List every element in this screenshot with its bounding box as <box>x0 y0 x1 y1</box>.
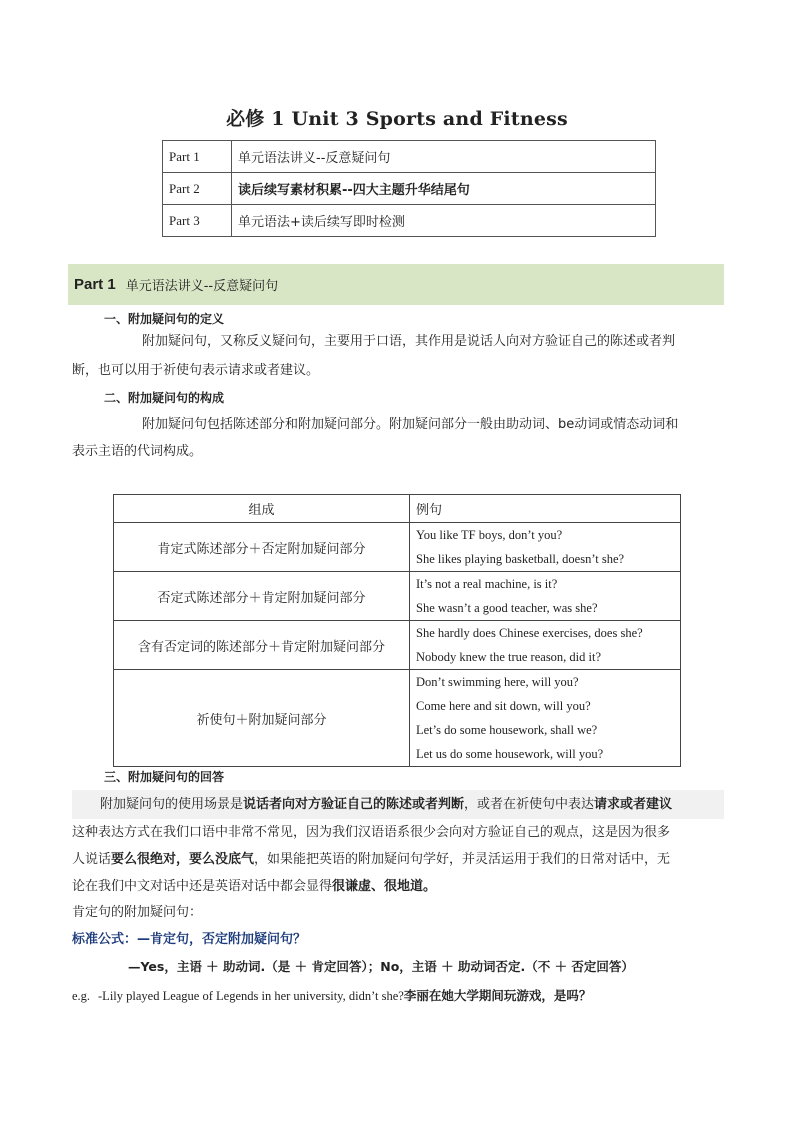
toc-part-label: Part 2 <box>163 173 232 205</box>
composition-cell: 含有否定词的陈述部分＋肯定附加疑问部分 <box>114 621 410 670</box>
example-sentence: Come here and sit down, will you? <box>416 699 591 713</box>
example-line <box>72 981 591 1011</box>
toc-row <box>163 205 656 237</box>
examples-cell <box>410 523 681 572</box>
toc-part-text: 读后续写素材积累--四大主题升华结尾句 <box>232 173 656 205</box>
section-title: 单元语法讲义--反意疑问句 <box>125 279 279 294</box>
example-english: -Lily played League of Legends in her university, didn’t she? <box>98 989 404 1003</box>
examples-cell <box>410 572 681 621</box>
example-sentence: She wasn’t a good teacher, was she? <box>416 601 598 615</box>
answers-text: 论在我们中文对话中还是英语对话中都会显得 <box>72 879 333 894</box>
example-sentence: She hardly does Chinese exercises, does she? <box>416 626 643 640</box>
toc-part-label: Part 1 <box>163 141 232 173</box>
example-sentence: It’s not a real machine, is it? <box>416 577 558 591</box>
structure-table <box>113 494 681 767</box>
example-sentence: Nobody knew the true reason, did it? <box>416 650 602 664</box>
answers-line-4 <box>72 872 436 901</box>
composition-cell: 肯定式陈述部分＋否定附加疑问部分 <box>114 523 410 572</box>
answers-bold-text: 说话者向对方验证自己的陈述或者判断 <box>243 797 465 812</box>
structure-line-1: 附加疑问句包括陈述部分和附加疑问部分。附加疑问部分一般由助动词、be动词或情态动词和 <box>142 417 679 432</box>
answers-bold-text: 很谦虚、很地道。 <box>332 879 437 894</box>
examples-cell <box>410 621 681 670</box>
heading-structure: 二、附加疑问句的构成 <box>104 391 225 405</box>
table-row <box>114 621 681 670</box>
example-sentence: Don’t swimming here, will you? <box>416 675 579 689</box>
answers-text: 人说话 <box>72 852 112 867</box>
answer-formula: —Yes，主语 ＋ 助动词.（是 ＋ 肯定回答）；No，主语 ＋ 助动词否定.（不 ＋ 否定回答） <box>128 959 634 974</box>
heading-answers: 三、附加疑问句的回答 <box>104 770 225 784</box>
composition-cell: 否定式陈述部分＋肯定附加疑问部分 <box>114 572 410 621</box>
answers-bold-text: 请求或者建议 <box>594 797 673 812</box>
answers-line-3 <box>72 845 670 874</box>
standard-formula: 标准公式：—肯定句，否定附加疑问句？ <box>72 932 307 947</box>
toc-row <box>163 173 656 205</box>
definition-line-1: 附加疑问句，又称反义疑问句，主要用于口语，其作用是说话人向对方验证自己的陈述或者判 <box>142 334 676 349</box>
header-examples: 例句 <box>410 495 681 523</box>
toc-part-text: 单元语法+读后续写即时检测 <box>232 205 656 237</box>
structure-line-2: 表示主语的代词构成。 <box>72 444 203 459</box>
affirmative-heading: 肯定句的附加疑问句： <box>72 905 203 920</box>
definition-line-2: 断，也可以用于祈使句表示请求或者建议。 <box>72 363 320 378</box>
answers-line-1 <box>72 790 724 819</box>
example-sentence: Let’s do some housework, shall we? <box>416 723 598 737</box>
table-header-row <box>114 495 681 523</box>
section-label: Part 1 <box>74 276 116 293</box>
section-header <box>68 264 724 305</box>
example-sentence: Let us do some housework, will you? <box>416 747 604 761</box>
table-row <box>114 523 681 572</box>
table-row <box>114 572 681 621</box>
composition-cell: 祈使句＋附加疑问部分 <box>114 670 410 767</box>
header-composition: 组成 <box>114 495 410 523</box>
toc-table <box>162 140 656 237</box>
answers-line-2: 这种表达方式在我们口语中非常不常见，因为我们汉语语系很少会向对方验证自己的观点，这是因为很多 <box>72 825 671 840</box>
page-title: 必修 1 Unit 3 Sports and Fitness <box>226 108 568 130</box>
table-row <box>114 670 681 767</box>
answers-bold-text: 要么很绝对，要么没底气 <box>111 852 255 867</box>
answers-text: ，或者在祈使句中表达 <box>464 797 595 812</box>
heading-definition: 一、附加疑问句的定义 <box>104 312 225 326</box>
answers-text: 附加疑问句的使用场景是 <box>100 797 244 812</box>
toc-row <box>163 141 656 173</box>
example-label: e.g. <box>72 989 91 1003</box>
example-sentence: You like TF boys, don’t you? <box>416 528 563 542</box>
answers-text: ，如果能把英语的附加疑问句学好，并灵活运用于我们的日常对话中，无 <box>254 852 671 867</box>
toc-part-text: 单元语法讲义--反意疑问句 <box>232 141 656 173</box>
examples-cell <box>410 670 681 767</box>
example-sentence: She likes playing basketball, doesn’t she? <box>416 552 625 566</box>
example-chinese: 李丽在她大学期间玩游戏，是吗？ <box>403 988 592 1003</box>
toc-part-label: Part 3 <box>163 205 232 237</box>
